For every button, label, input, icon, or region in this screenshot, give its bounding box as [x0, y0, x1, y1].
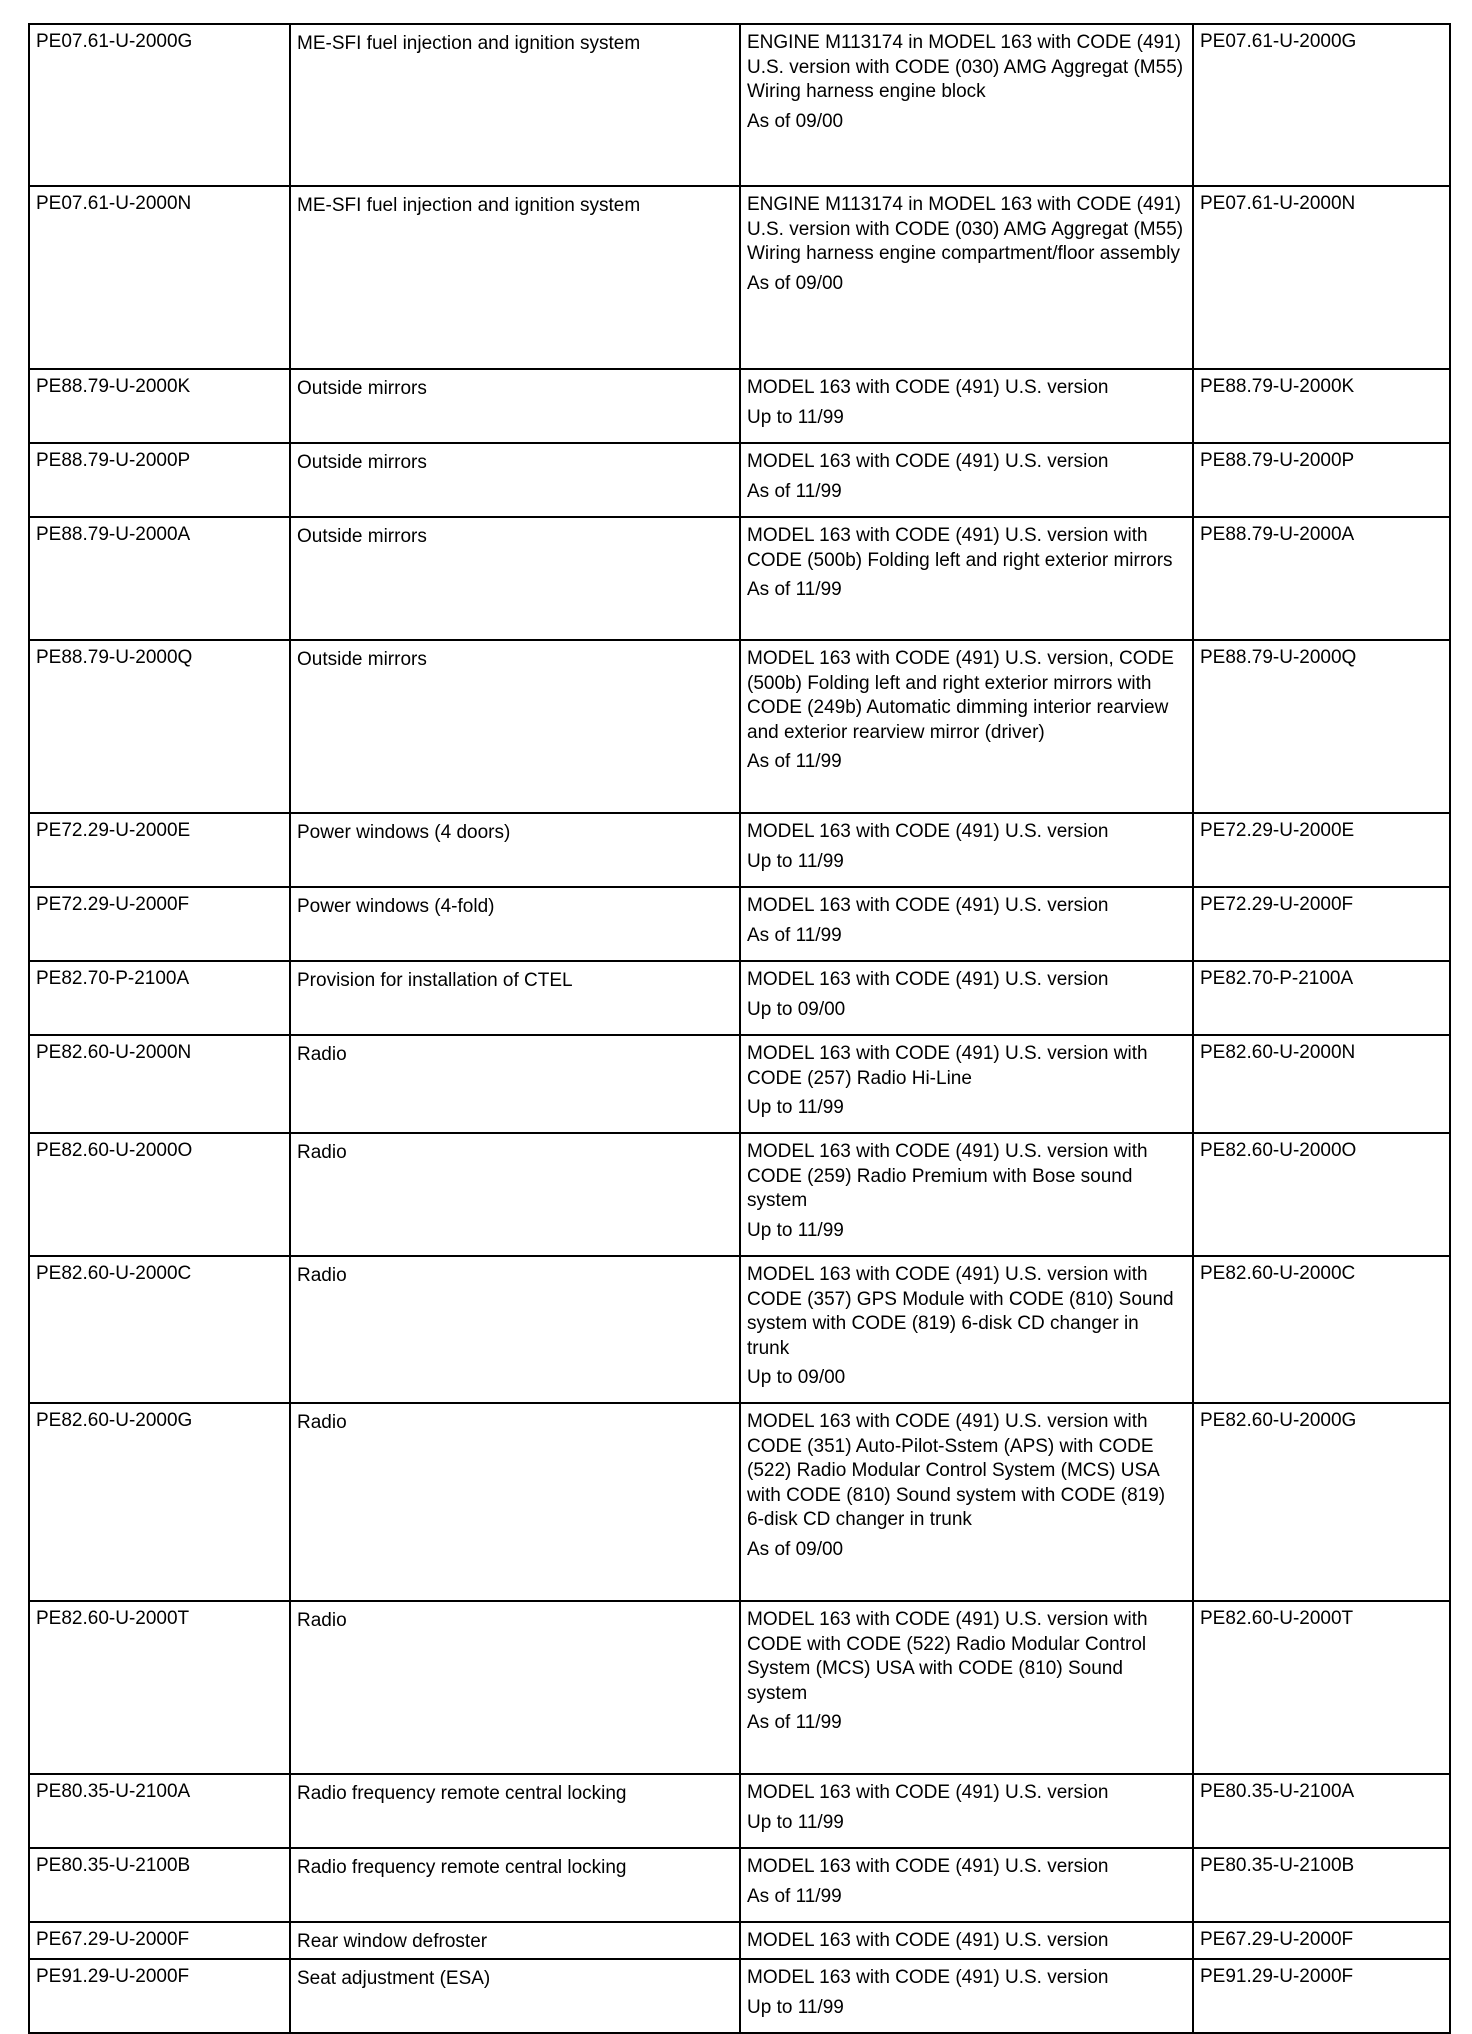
system-description-cell: Radio frequency remote central locking: [290, 1774, 740, 1848]
reference-code-cell: PE82.60-U-2000T: [1193, 1601, 1450, 1774]
table-body: [29, 24, 1450, 2033]
validity-conditions-cell: [740, 369, 1193, 443]
condition-text: MODEL 163 with CODE (491) U.S. version: [747, 1930, 1109, 1951]
reference-code-cell: PE88.79-U-2000K: [1193, 369, 1450, 443]
reference-code-cell: PE88.79-U-2000Q: [1193, 640, 1450, 813]
condition-text: ENGINE M113174 in MODEL 163 with CODE (491) U.S. version with CODE (030) AMG Aggregat (M55): [747, 32, 1184, 78]
condition-text: MODEL 163 with CODE (491) U.S. version with CODE (257) Radio Hi-Line: [747, 1043, 1148, 1089]
validity-date: Up to 09/00: [747, 1367, 846, 1388]
document-code-cell: PE88.79-U-2000P: [29, 443, 290, 517]
condition-text: Wiring harness engine block: [747, 81, 986, 102]
system-description-cell: ME-SFI fuel injection and ignition system: [290, 186, 740, 369]
condition-text: MODEL 163 with CODE (491) U.S. version: [747, 895, 1109, 916]
document-code-cell: PE72.29-U-2000E: [29, 813, 290, 887]
system-description-cell: Radio frequency remote central locking: [290, 1848, 740, 1922]
reference-code-cell: PE88.79-U-2000A: [1193, 517, 1450, 640]
document-code-cell: PE72.29-U-2000F: [29, 887, 290, 961]
document-code-cell: PE80.35-U-2100B: [29, 1848, 290, 1922]
wiring-diagram-index-table: [28, 23, 1451, 2034]
validity-conditions-cell: [740, 1133, 1193, 1256]
validity-date: As of 11/99: [747, 924, 842, 946]
validity-conditions-cell: [740, 813, 1193, 887]
validity-date: Up to 11/99: [747, 1811, 844, 1833]
reference-code-cell: PE67.29-U-2000F: [1193, 1922, 1450, 1959]
validity-date: Up to 11/99: [747, 850, 844, 872]
condition-text: MODEL 163 with CODE (491) U.S. version: [747, 1782, 1109, 1803]
table-row: [29, 186, 1450, 369]
validity-conditions-cell: [740, 1256, 1193, 1403]
condition-text: ENGINE M113174 in MODEL 163 with CODE (491) U.S. version with CODE (030) AMG Aggregat (M55): [747, 194, 1184, 240]
document-code-cell: PE67.29-U-2000F: [29, 1922, 290, 1959]
validity-conditions-cell: [740, 186, 1193, 369]
table-row: [29, 1848, 1450, 1922]
condition-text: MODEL 163 with CODE (491) U.S. version: [747, 969, 1109, 990]
condition-text: MODEL 163 with CODE (491) U.S. version, CODE (500b) Folding left and right exterior mirrors with CODE (249b) Automatic dimming interior rearview and exterior rearview mirror (driver): [747, 648, 1174, 743]
validity-date: Up to 09/00: [747, 998, 846, 1020]
reference-code-cell: PE82.60-U-2000C: [1193, 1256, 1450, 1403]
condition-text: MODEL 163 with CODE (491) U.S. version with CODE (351) Auto-Pilot-Sstem (APS) with CODE (522) Radio Modular Control System (MCS) USA with CODE (810) Sound system with CODE (819) 6-disk CD changer in trunk: [747, 1411, 1166, 1530]
validity-conditions-cell: [740, 1601, 1193, 1774]
reference-code-cell: PE80.35-U-2100B: [1193, 1848, 1450, 1922]
document-code-cell: PE82.60-U-2000C: [29, 1256, 290, 1403]
document-code-cell: PE80.35-U-2100A: [29, 1774, 290, 1848]
table-row: [29, 1035, 1450, 1133]
validity-date: As of 09/00: [747, 110, 844, 132]
validity-conditions-cell: [740, 887, 1193, 961]
validity-conditions-cell: [740, 1403, 1193, 1601]
validity-date: As of 11/99: [747, 480, 842, 502]
reference-code-cell: PE91.29-U-2000F: [1193, 1959, 1450, 2033]
validity-date: Up to 11/99: [747, 1219, 844, 1241]
table-row: [29, 443, 1450, 517]
condition-text: MODEL 163 with CODE (491) U.S. version with CODE (500b) Folding left and right exterior mirrors: [747, 525, 1173, 571]
validity-conditions-cell: [740, 1774, 1193, 1848]
validity-conditions-cell: [740, 24, 1193, 186]
document-code-cell: PE82.60-U-2000G: [29, 1403, 290, 1601]
document-code-cell: PE91.29-U-2000F: [29, 1959, 290, 2033]
validity-date: As of 11/99: [747, 1712, 842, 1733]
validity-conditions-cell: [740, 517, 1193, 640]
system-description-cell: Outside mirrors: [290, 443, 740, 517]
document-code-cell: PE82.60-U-2000N: [29, 1035, 290, 1133]
system-description-cell: Power windows (4-fold): [290, 887, 740, 961]
condition-text: MODEL 163 with CODE (491) U.S. version: [747, 451, 1109, 472]
system-description-cell: Radio: [290, 1256, 740, 1403]
condition-text: MODEL 163 with CODE (491) U.S. version: [747, 1967, 1109, 1988]
validity-conditions-cell: [740, 1848, 1193, 1922]
validity-date: As of 11/99: [747, 751, 842, 772]
validity-conditions-cell: [740, 640, 1193, 813]
reference-code-cell: PE82.60-U-2000G: [1193, 1403, 1450, 1601]
validity-date: As of 09/00: [747, 1538, 844, 1560]
reference-code-cell: PE72.29-U-2000E: [1193, 813, 1450, 887]
reference-code-cell: PE80.35-U-2100A: [1193, 1774, 1450, 1848]
system-description-cell: Provision for installation of CTEL: [290, 961, 740, 1035]
system-description-cell: ME-SFI fuel injection and ignition system: [290, 24, 740, 186]
table-row: [29, 1922, 1450, 1959]
system-description-cell: Radio: [290, 1403, 740, 1601]
table-row: [29, 1774, 1450, 1848]
reference-code-cell: PE82.60-U-2000N: [1193, 1035, 1450, 1133]
validity-conditions-cell: [740, 443, 1193, 517]
reference-code-cell: PE07.61-U-2000G: [1193, 24, 1450, 186]
document-code-cell: PE82.60-U-2000T: [29, 1601, 290, 1774]
condition-text: MODEL 163 with CODE (491) U.S. version with CODE (357) GPS Module with CODE (810) Sound system with CODE (819) 6-disk CD changer in trunk: [747, 1264, 1174, 1359]
system-description-cell: Rear window defroster: [290, 1922, 740, 1959]
system-description-cell: Outside mirrors: [290, 517, 740, 640]
reference-code-cell: PE07.61-U-2000N: [1193, 186, 1450, 369]
reference-code-cell: PE72.29-U-2000F: [1193, 887, 1450, 961]
condition-text: MODEL 163 with CODE (491) U.S. version: [747, 377, 1109, 398]
document-code-cell: PE82.70-P-2100A: [29, 961, 290, 1035]
system-description-cell: Radio: [290, 1035, 740, 1133]
validity-date: Up to 11/99: [747, 1996, 844, 2018]
reference-code-cell: PE88.79-U-2000P: [1193, 443, 1450, 517]
document-code-cell: PE88.79-U-2000A: [29, 517, 290, 640]
document-code-cell: PE88.79-U-2000K: [29, 369, 290, 443]
condition-text: MODEL 163 with CODE (491) U.S. version: [747, 1856, 1109, 1877]
reference-code-cell: PE82.60-U-2000O: [1193, 1133, 1450, 1256]
system-description-cell: Outside mirrors: [290, 369, 740, 443]
condition-text: Wiring harness engine compartment/floor assembly: [747, 243, 1180, 264]
table-row: [29, 369, 1450, 443]
document-code-cell: PE07.61-U-2000N: [29, 186, 290, 369]
system-description-cell: Power windows (4 doors): [290, 813, 740, 887]
table-row: [29, 24, 1450, 186]
validity-conditions-cell: [740, 1922, 1193, 1959]
document-code-cell: PE07.61-U-2000G: [29, 24, 290, 186]
reference-code-cell: PE82.70-P-2100A: [1193, 961, 1450, 1035]
document-code-cell: PE82.60-U-2000O: [29, 1133, 290, 1256]
table-row: [29, 1133, 1450, 1256]
table-row: [29, 640, 1450, 813]
validity-date: As of 11/99: [747, 1885, 842, 1907]
condition-text: MODEL 163 with CODE (491) U.S. version with CODE with CODE (522) Radio Modular Control System (MCS) USA with CODE (810) Sound system: [747, 1609, 1148, 1704]
validity-conditions-cell: [740, 1959, 1193, 2033]
system-description-cell: Radio: [290, 1601, 740, 1774]
table-row: [29, 813, 1450, 887]
table-row: [29, 1256, 1450, 1403]
system-description-cell: Seat adjustment (ESA): [290, 1959, 740, 2033]
validity-conditions-cell: [740, 961, 1193, 1035]
validity-date: As of 11/99: [747, 579, 842, 600]
table-row: [29, 1959, 1450, 2033]
validity-date: As of 09/00: [747, 272, 844, 294]
table-row: [29, 1403, 1450, 1601]
table-row: [29, 961, 1450, 1035]
condition-text: MODEL 163 with CODE (491) U.S. version with CODE (259) Radio Premium with Bose sound system: [747, 1141, 1148, 1211]
validity-date: Up to 11/99: [747, 1097, 844, 1118]
validity-conditions-cell: [740, 1035, 1193, 1133]
system-description-cell: Radio: [290, 1133, 740, 1256]
table-row: [29, 1601, 1450, 1774]
condition-text: MODEL 163 with CODE (491) U.S. version: [747, 821, 1109, 842]
document-code-cell: PE88.79-U-2000Q: [29, 640, 290, 813]
table-row: [29, 887, 1450, 961]
system-description-cell: Outside mirrors: [290, 640, 740, 813]
table-row: [29, 517, 1450, 640]
validity-date: Up to 11/99: [747, 406, 844, 428]
